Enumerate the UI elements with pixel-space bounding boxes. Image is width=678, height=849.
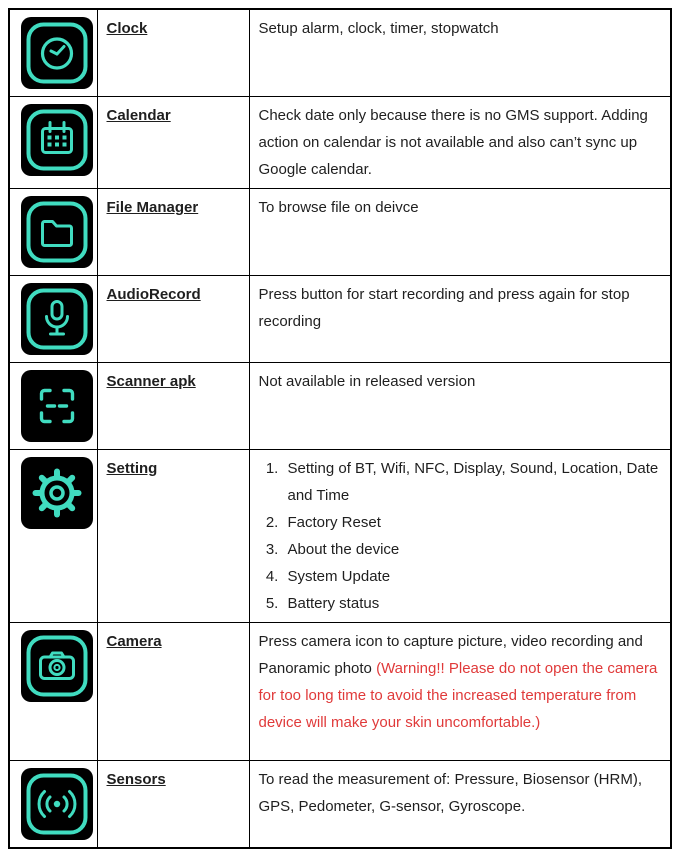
app-name-cell <box>97 276 249 363</box>
app-name-cell <box>97 363 249 450</box>
app-description: To browse file on deivce <box>258 199 419 216</box>
folder-icon <box>21 196 93 268</box>
file-manager-app-tile <box>21 196 93 268</box>
app-description-cell <box>249 363 671 450</box>
app-description-cell <box>249 276 671 363</box>
app-description-cell <box>249 450 671 623</box>
app-name: Sensors <box>106 771 166 788</box>
setting-app-tile <box>21 457 93 529</box>
table-row-calendar <box>9 97 671 189</box>
icon-cell <box>9 623 97 761</box>
list-item: 4. System Update <box>283 563 662 590</box>
app-name-cell <box>97 623 249 761</box>
microphone-icon <box>21 283 93 355</box>
audiorecord-app-tile <box>21 283 93 355</box>
icon-cell <box>9 189 97 276</box>
camera-warning-text: (Warning!! Please do not open the camera for too long time to avoid the increased temperature from device will make your skin uncomfortable.) <box>258 660 658 731</box>
app-name: Setting <box>106 460 158 477</box>
app-description-cell <box>249 761 671 849</box>
list-item: 1. Setting of BT, Wifi, NFC, Display, Sound, Location, Date and Time <box>283 455 662 509</box>
app-name-cell <box>97 9 249 97</box>
icon-cell <box>9 761 97 849</box>
icon-cell <box>9 97 97 189</box>
app-name-cell <box>97 189 249 276</box>
clock-app-tile <box>21 17 93 89</box>
list-item: 3. About the device <box>283 536 662 563</box>
app-description-cell <box>249 9 671 97</box>
list-item: 2. Factory Reset <box>283 509 662 536</box>
app-description-cell <box>249 189 671 276</box>
icon-cell <box>9 450 97 623</box>
icon-cell <box>9 276 97 363</box>
app-description: Setup alarm, clock, timer, stopwatch <box>258 20 499 37</box>
app-name: Calendar <box>106 107 171 124</box>
app-name-cell <box>97 761 249 849</box>
camera-app-tile <box>21 630 93 702</box>
icon-cell <box>9 363 97 450</box>
app-description: Press button for start recording and press again for stop recording <box>258 286 630 330</box>
table-row-sensors <box>9 761 671 849</box>
app-description-cell <box>249 623 671 761</box>
table-row-audiorecord <box>9 276 671 363</box>
app-feature-table <box>8 8 672 849</box>
app-description: Press camera icon to capture picture, video recording and Panoramic photo <box>258 633 643 677</box>
table-row-scanner <box>9 363 671 450</box>
scanner-icon <box>21 370 93 442</box>
icon-cell <box>9 9 97 97</box>
calendar-app-tile <box>21 104 93 176</box>
app-name: Camera <box>106 633 162 650</box>
sensor-waves-icon <box>21 768 93 840</box>
app-description: Check date only because there is no GMS support. Adding action on calendar is not available and also can’t sync up Google calendar. <box>258 107 648 178</box>
app-name: File Manager <box>106 199 199 216</box>
app-name-cell <box>97 97 249 189</box>
app-name: AudioRecord <box>106 286 201 303</box>
app-description: To read the measurement of: Pressure, Biosensor (HRM), GPS, Pedometer, G-sensor, Gyroscope. <box>258 771 642 815</box>
sensors-app-tile <box>21 768 93 840</box>
calendar-icon <box>21 104 93 176</box>
setting-feature-list <box>259 455 662 617</box>
table-row-clock <box>9 9 671 97</box>
scanner-app-tile <box>21 370 93 442</box>
table-row-file-manager <box>9 189 671 276</box>
app-description-cell <box>249 97 671 189</box>
gear-icon <box>21 457 93 529</box>
app-name-cell <box>97 450 249 623</box>
app-name: Scanner apk <box>106 373 196 390</box>
camera-icon <box>21 630 93 702</box>
app-name: Clock <box>106 20 148 37</box>
clock-icon <box>21 17 93 89</box>
list-item: 5. Battery status <box>283 590 662 617</box>
table-row-camera <box>9 623 671 761</box>
table-row-setting <box>9 450 671 623</box>
app-description: Not available in released version <box>258 373 476 390</box>
